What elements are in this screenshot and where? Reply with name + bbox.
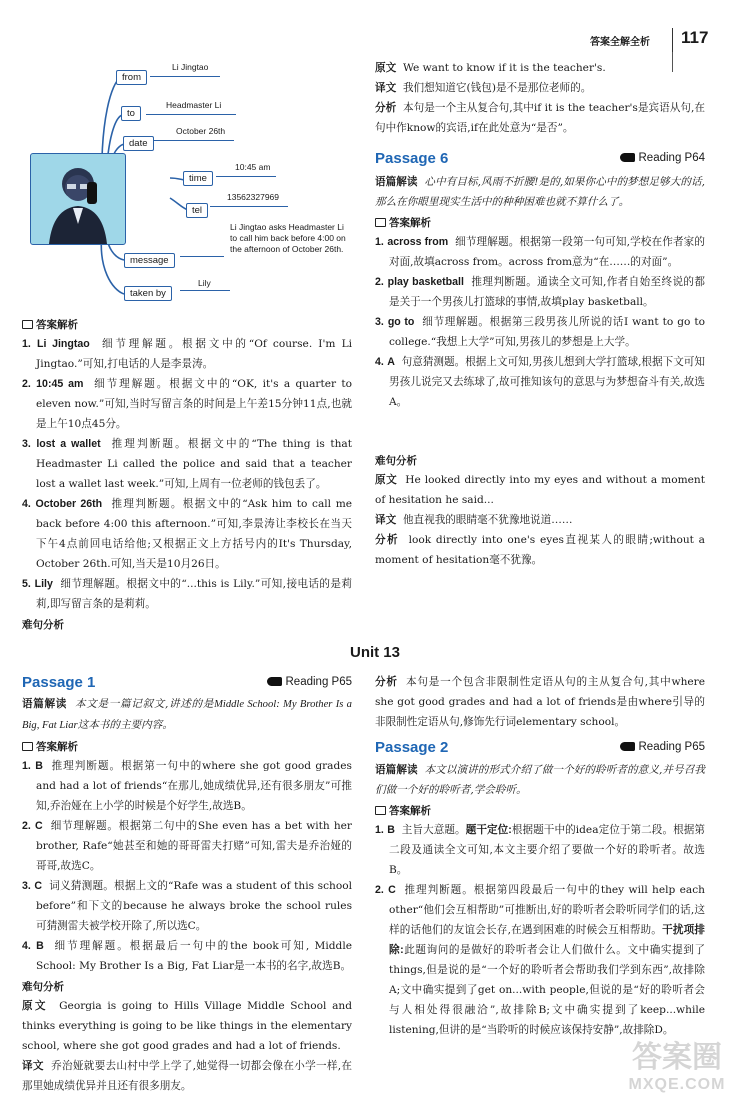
answers-title: 答案解析 <box>22 316 352 334</box>
value-message: Li Jingtao asks Headmaster Li to call him back before 4:00 on the afternoon of October 26th. <box>230 222 346 254</box>
sentence-original: 原文 We want to know if it is the teacher's. <box>375 62 606 74</box>
passage2-column <box>375 672 705 1040</box>
answer-item: 4. A 句意猜测题。根据上文可知,男孩儿想到大学打篮球,根据下文可知男孩儿说完又去练球了,故可推知该句的意思与为梦想奋斗有关,故选A。 <box>375 356 705 408</box>
value-taken-by-line <box>180 290 230 291</box>
value-to-line <box>146 114 236 115</box>
answer-item: 1. B 主旨大意题。题干定位:根据题干中的idea定位于第二段。根据第二段及通读全文可知,本文主要介绍了要做一个好的聆听者。故选B。 <box>375 824 705 876</box>
node-message: message <box>124 253 175 268</box>
value-taken-by: Lily <box>198 278 211 288</box>
lock-icon <box>375 806 386 815</box>
value-tel: 13562327969 <box>227 192 280 202</box>
answers-title: 答案解析 <box>375 214 705 232</box>
node-to: to <box>121 106 141 121</box>
watermark <box>612 1040 742 1100</box>
sentence-analysis: 分析 本句是一个包含非限制性定语从句的主从复合句,其中where she got good grades and had a lot of friends是由where引导的非限制性定语从句,修饰先行词elementary school。 <box>375 676 705 728</box>
answer-item: 5. Lily 细节理解题。根据文中的“...this is Lily.”可知,接电话的是莉莉,即写留言条的是莉莉。 <box>22 578 352 610</box>
page-number: 117 <box>681 28 709 47</box>
reading-ref: Reading P64 <box>620 152 706 164</box>
right-top-column <box>375 58 705 570</box>
left-answers <box>22 316 352 634</box>
answers-title: 答案解析 <box>22 738 352 756</box>
difficult-sentence-title: 难句分析 <box>22 619 64 631</box>
answer-item: 3. C 词义猜测题。根据上文的“Rafe was a student of this school before”和下文的because he always broke the school rules可猜测雷夫被学校开除了,所以选C。 <box>22 880 352 932</box>
sentence-translation: 译文 他直视我的眼睛毫不犹豫地说道…… <box>375 514 573 526</box>
sentence-translation: 译文 乔治娅就要去山村中学上学了,她觉得一切都会像在小学一样,在那里她成绩优异并且还有很多朋友。 <box>22 1060 353 1092</box>
passage-title: Passage 2 <box>375 739 449 756</box>
passage-title: Passage 1 <box>22 674 96 691</box>
answer-item: 1. across from 细节理解题。根据第一段第一句可知,学校在作者家的对面,故填across from。across from意为“在……的对面”。 <box>375 236 705 268</box>
pointing-hand-icon <box>620 742 635 751</box>
node-tel: tel <box>186 203 208 218</box>
header-label: 答案全解全析 <box>590 37 650 48</box>
man-on-phone-icon <box>31 154 125 244</box>
sentence-analysis: 分析 look directly into one's eyes直视某人的眼睛;without a moment of hesitation毫不犹豫。 <box>375 534 705 566</box>
pointing-hand-icon <box>267 677 282 686</box>
node-date: date <box>123 136 154 151</box>
passage-summary: 语篇解读 本文是一篇记叙文,讲述的是Middle School: My Brother Is a Big, Fat Liar这本书的主要内容。 <box>22 698 352 731</box>
lock-icon <box>22 320 33 329</box>
passage-summary: 语篇解读 本文以演讲的形式介绍了做一个好的聆听者的意义,并号召我们做一个好的聆听者,学会聆听。 <box>375 764 705 796</box>
sentence-translation: 译文 我们想知道它(钱包)是不是那位老师的。 <box>375 82 592 94</box>
difficult-sentence-title: 难句分析 <box>375 455 417 467</box>
pointing-hand-icon <box>620 153 635 162</box>
watermark-logo: 答案圈 <box>632 1040 722 1075</box>
passage6-heading <box>375 146 705 172</box>
answer-list <box>22 334 352 614</box>
node-taken-by: taken by <box>124 286 172 301</box>
passage2-heading <box>375 736 705 760</box>
answer-item: 4. October 26th 推理判断题。根据文中的“Ask him to call me back before 4:00 this afternoon.”可知,李景涛让李校长在当天下午4点前回电话给他;又根据正文上方括号内的It's Thursday, October 26th.可知,当天是10月26日。 <box>22 498 353 570</box>
value-from: Li Jingtao <box>172 62 209 72</box>
answer-item: 4. B 细节理解题。根据最后一句中的the book可知, Middle School: My Brother Is a Big, Fat Liar是一本书的名字,故选B。 <box>22 940 352 972</box>
reading-ref: Reading P65 <box>620 741 706 753</box>
value-message-line <box>180 256 224 257</box>
answers-title: 答案解析 <box>375 802 705 820</box>
value-time-line <box>216 176 276 177</box>
phone-man-illustration <box>30 153 126 245</box>
value-tel-line <box>210 206 288 207</box>
value-date-line <box>154 140 234 141</box>
answer-item: 3. lost a wallet 推理判断题。根据文中的“The thing is that Headmaster Li called the police and said that a teacher lost a wallet last week.”可知,上周有一位老师的钱包丢了。 <box>22 438 352 490</box>
lock-icon <box>22 742 33 751</box>
answer-item: 3. go to 细节理解题。根据第三段男孩儿所说的话I want to go to college.“我想上大学”可知,男孩儿的梦想是上大学。 <box>375 316 705 348</box>
value-time: 10:45 am <box>235 162 271 172</box>
node-time: time <box>183 171 213 186</box>
watermark-site: MXQE.COM <box>628 1076 726 1093</box>
reading-ref: Reading P65 <box>267 676 353 688</box>
value-date: October 26th <box>176 126 226 136</box>
difficult-sentence-title: 难句分析 <box>22 981 64 993</box>
sentence-analysis: 分析 本句是一个主从复合句,其中if it is the teacher's是宾语从句,在句中作know的宾语,if在此处意为“是否”。 <box>375 102 705 134</box>
answer-item: 2. C 细节理解题。根据第二句中的She even has a bet with her brother, Rafe“她甚至和她的哥哥雷夫打赌”可知,雷夫是乔治娅的哥哥,故选C。 <box>22 820 352 872</box>
value-to: Headmaster Li <box>166 100 222 110</box>
header-divider <box>672 28 673 52</box>
phone-message-diagram <box>20 58 350 310</box>
value-from-line <box>150 76 220 77</box>
passage-summary: 语篇解读 心中有目标,风雨不折腰!是的,如果你心中的梦想足够大的话,那么在你眼里现实生活中的种种困难也就不算什么了。 <box>375 176 705 208</box>
passage1-heading <box>22 672 352 694</box>
answer-item: 2. play basketball 推理判断题。通读全文可知,作者自始至终说的都是关于一个男孩儿打篮球的事情,故填play basketball。 <box>375 276 705 308</box>
lock-icon <box>375 218 386 227</box>
node-from: from <box>116 70 147 85</box>
answer-item: 1. B 推理判断题。根据第一句中的where she got good grades and had a lot of friends“在那儿,她成绩优异,还有很多朋友”可推知,乔治娅在上小学的时候是个好学生,故选B。 <box>22 760 352 812</box>
passage-title: Passage 6 <box>375 150 449 167</box>
unit-title: Unit 13 <box>349 644 400 661</box>
answer-item: 2. C 推理判断题。根据第四段最后一句中的they will help each other“他们会互相帮助”可推断出,好的聆听者会聆听同学们的话,这样的话他们的友谊会长存,在遇到困难的时候会互相帮助。干扰项排除:此题询问的是做好的聆听者会让人们做什么。文中确实提到了things,但是说的是“一个好的聆听者会帮助我们学到东西”,故排除A;文中确实提到了get on...with people,但说的是“好的聆听者会与人相处得很融洽”,故排除B;文中确实提到了keep...while listening,但讲的是“当聆听的时候应该保持安静”,故排除D。 <box>375 884 705 1036</box>
passage1-column <box>22 672 352 1096</box>
answer-item: 1. Li Jingtao 细节理解题。根据文中的“Of course. I'm Li Jingtao.”可知,打电话的人是李景涛。 <box>22 338 352 370</box>
sentence-original: 原文 He looked directly into my eyes and without a moment of hesitation he said... <box>375 474 705 506</box>
page-header <box>590 28 740 50</box>
sentence-original: 原文 Georgia is going to Hills Village Middle School and thinks everything is going to be like things in the elementary school, where she got good grades and had a lot of friends. <box>22 1000 352 1052</box>
answer-item: 2. 10:45 am 细节理解题。根据文中的“OK, it's a quarter to eleven now.”可知,当时写留言条的时间是上午差15分钟11点,也就是上午10点45分。 <box>22 378 352 430</box>
